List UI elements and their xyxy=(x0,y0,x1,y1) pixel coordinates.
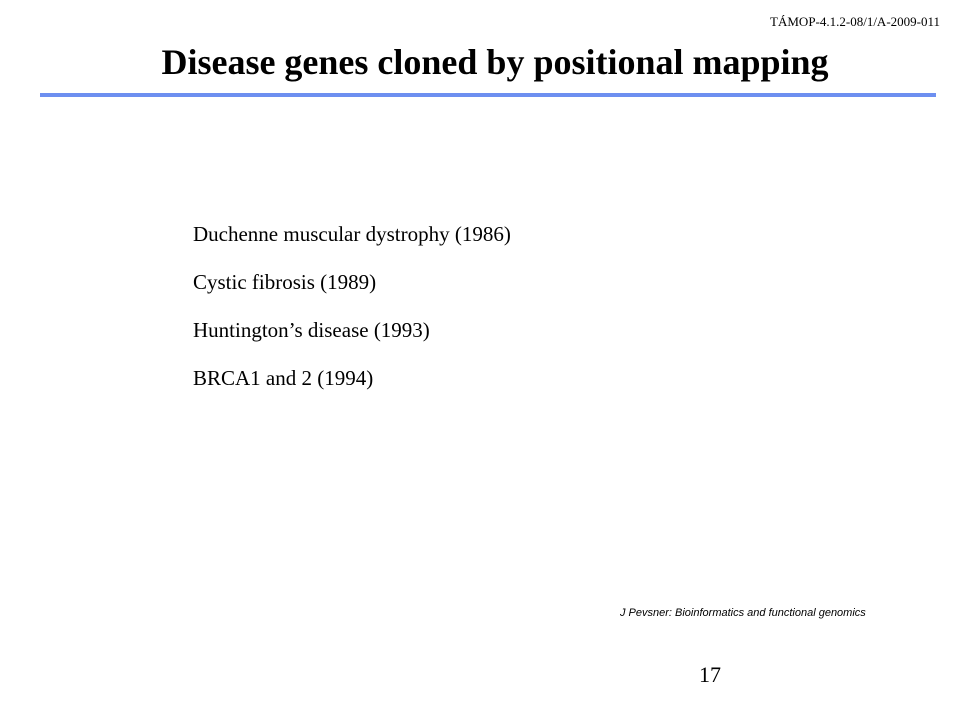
list-item: Duchenne muscular dystrophy (1986) xyxy=(193,222,511,246)
list-item: Huntington’s disease (1993) xyxy=(193,318,430,342)
disease-gene-list xyxy=(193,222,511,414)
page-number: 17 xyxy=(699,662,721,687)
list-item: BRCA1 and 2 (1994) xyxy=(193,366,374,390)
title-underline xyxy=(40,93,936,97)
slide-title: Disease genes cloned by positional mapping xyxy=(161,42,829,82)
program-code: TÁMOP-4.1.2-08/1/A-2009-011 xyxy=(770,14,940,29)
list-item: Cystic fibrosis (1989) xyxy=(193,270,377,294)
source-citation: J Pevsner: Bioinformatics and functional genomics xyxy=(620,607,866,619)
